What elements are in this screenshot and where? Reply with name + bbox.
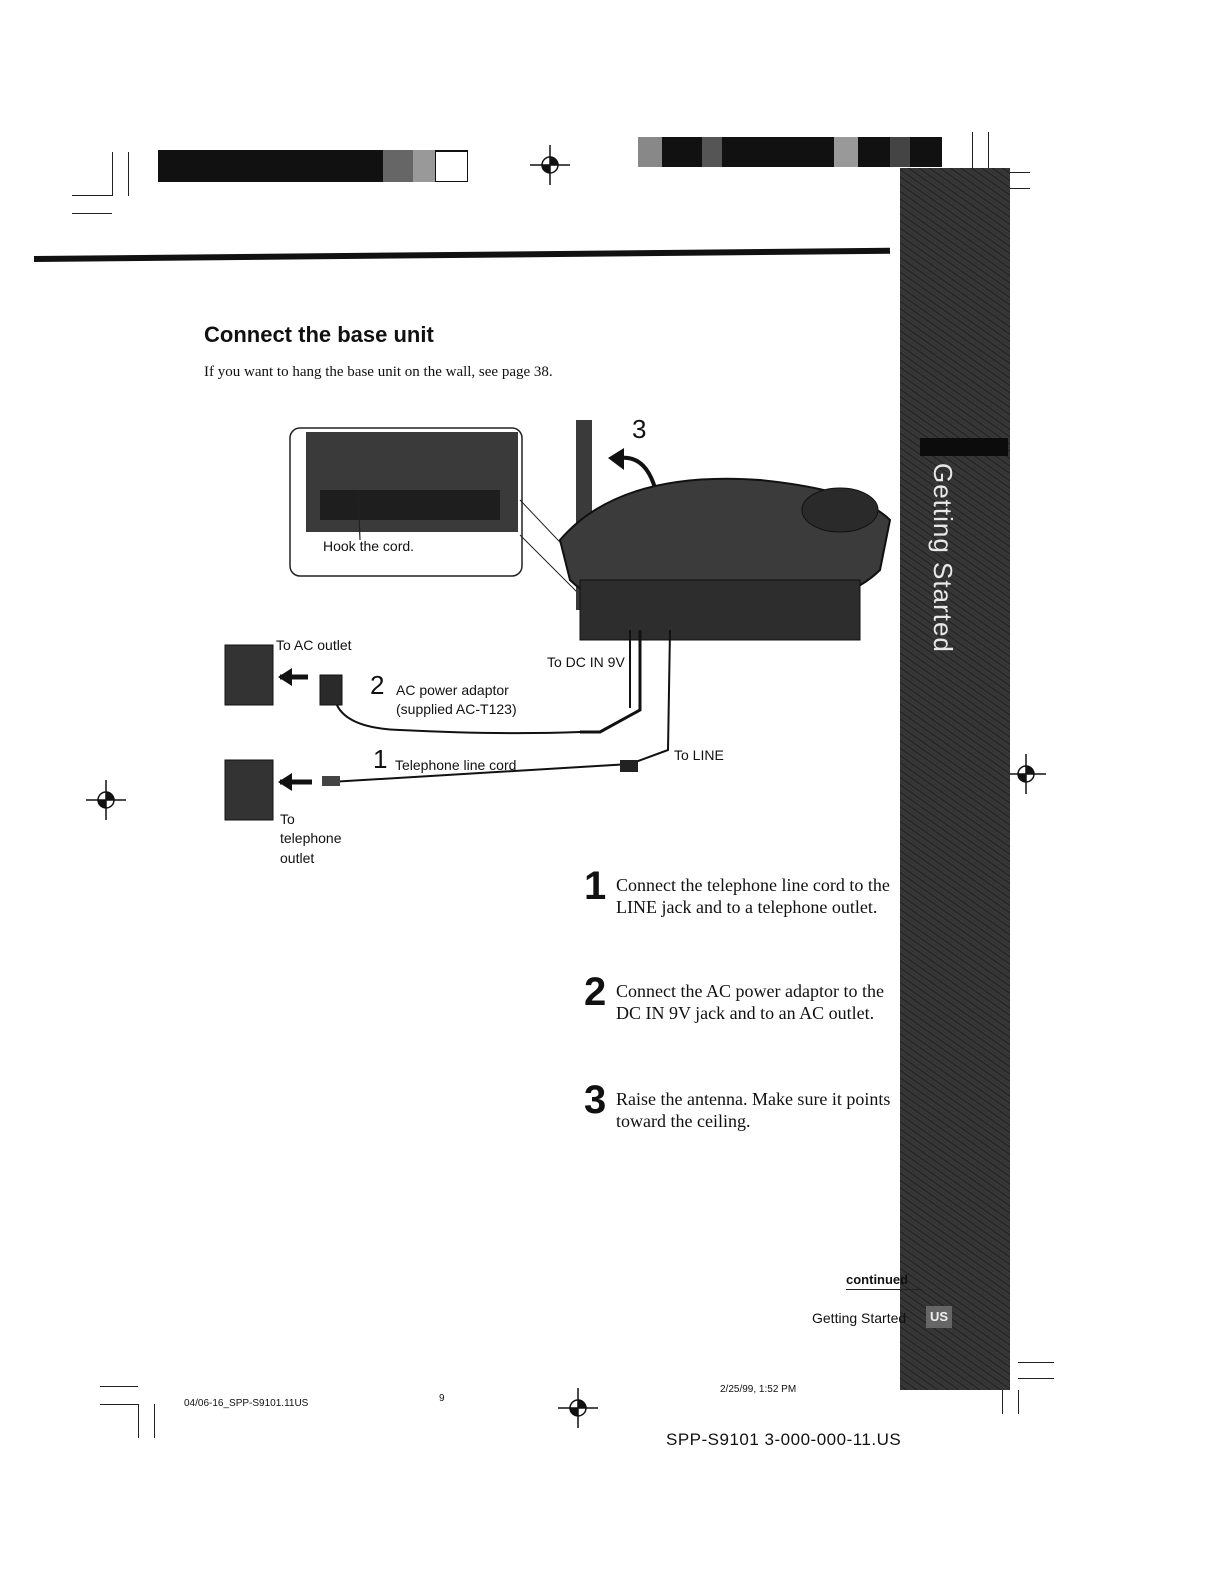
density-bar-left [158,150,468,182]
language-badge: US [926,1306,952,1328]
trim-mark [1002,1390,1003,1414]
label-adaptor-line2: (supplied AC-T123) [396,701,517,717]
label-to-telephone-3: outlet [280,850,315,866]
inset-caption: Hook the cord. [323,538,415,554]
trim-mark [112,152,113,196]
label-to-ac-outlet: To AC outlet [276,637,352,653]
continued-underline [846,1289,922,1290]
registration-mark-icon [1006,754,1046,794]
section-tab [920,438,1008,456]
trim-mark [1018,1378,1054,1379]
trim-mark [138,1404,139,1438]
footer-filename: 04/06-16_SPP-S9101.11US [184,1398,309,1409]
trim-mark [72,195,112,196]
registration-mark-icon [558,1388,598,1428]
step-text: Connect the telephone line cord to the LINE jack and to a telephone outlet. [616,875,890,917]
trim-mark [100,1404,138,1405]
page-subtitle: If you want to hang the base unit on the wall, see page 38. [204,364,553,380]
trim-mark [972,132,973,168]
trim-mark [154,1404,155,1438]
trim-mark [1018,1390,1019,1414]
trim-mark [1018,1362,1054,1363]
trim-mark [128,152,129,196]
continued-label: continued [846,1272,909,1287]
label-to-line: To LINE [674,747,724,763]
trim-mark [72,213,112,214]
footer-page-number: 9 [439,1393,445,1404]
trim-mark [1008,188,1030,189]
trim-mark [988,132,989,168]
label-to-telephone-2: telephone [280,830,342,846]
footer-timestamp: 2/25/99, 1:52 PM [720,1384,797,1395]
registration-mark-icon [86,780,126,820]
trim-mark [100,1386,138,1387]
section-sidebar [900,168,1010,1390]
antenna-step-number: 3 [632,414,647,444]
label-to-dc-in: To DC IN 9V [547,654,625,670]
sidebar-section-label: Getting Started [928,463,958,653]
header-rule [34,248,890,262]
trim-mark [1008,172,1030,173]
registration-mark-icon [530,145,570,185]
density-bar-right [638,137,942,167]
footer-section: Getting Started [812,1310,907,1326]
label-telephone-cord: Telephone line cord [395,757,517,773]
step-text: Raise the antenna. Make sure it points toward the ceiling. [616,1089,891,1131]
step-text: Connect the AC power adaptor to the DC IN 9V jack and to an AC outlet. [616,981,884,1023]
step-number: 1 [584,864,607,908]
cord-number: 1 [373,744,388,774]
label-adaptor-line1: AC power adaptor [396,682,509,698]
step-number: 2 [584,970,607,1014]
adaptor-number: 2 [370,670,385,700]
page-title: Connect the base unit [204,322,434,347]
footer-model-code: SPP-S9101 3-000-000-11.US [666,1430,902,1449]
label-to-telephone-1: To [280,811,295,827]
step-number: 3 [584,1078,607,1122]
